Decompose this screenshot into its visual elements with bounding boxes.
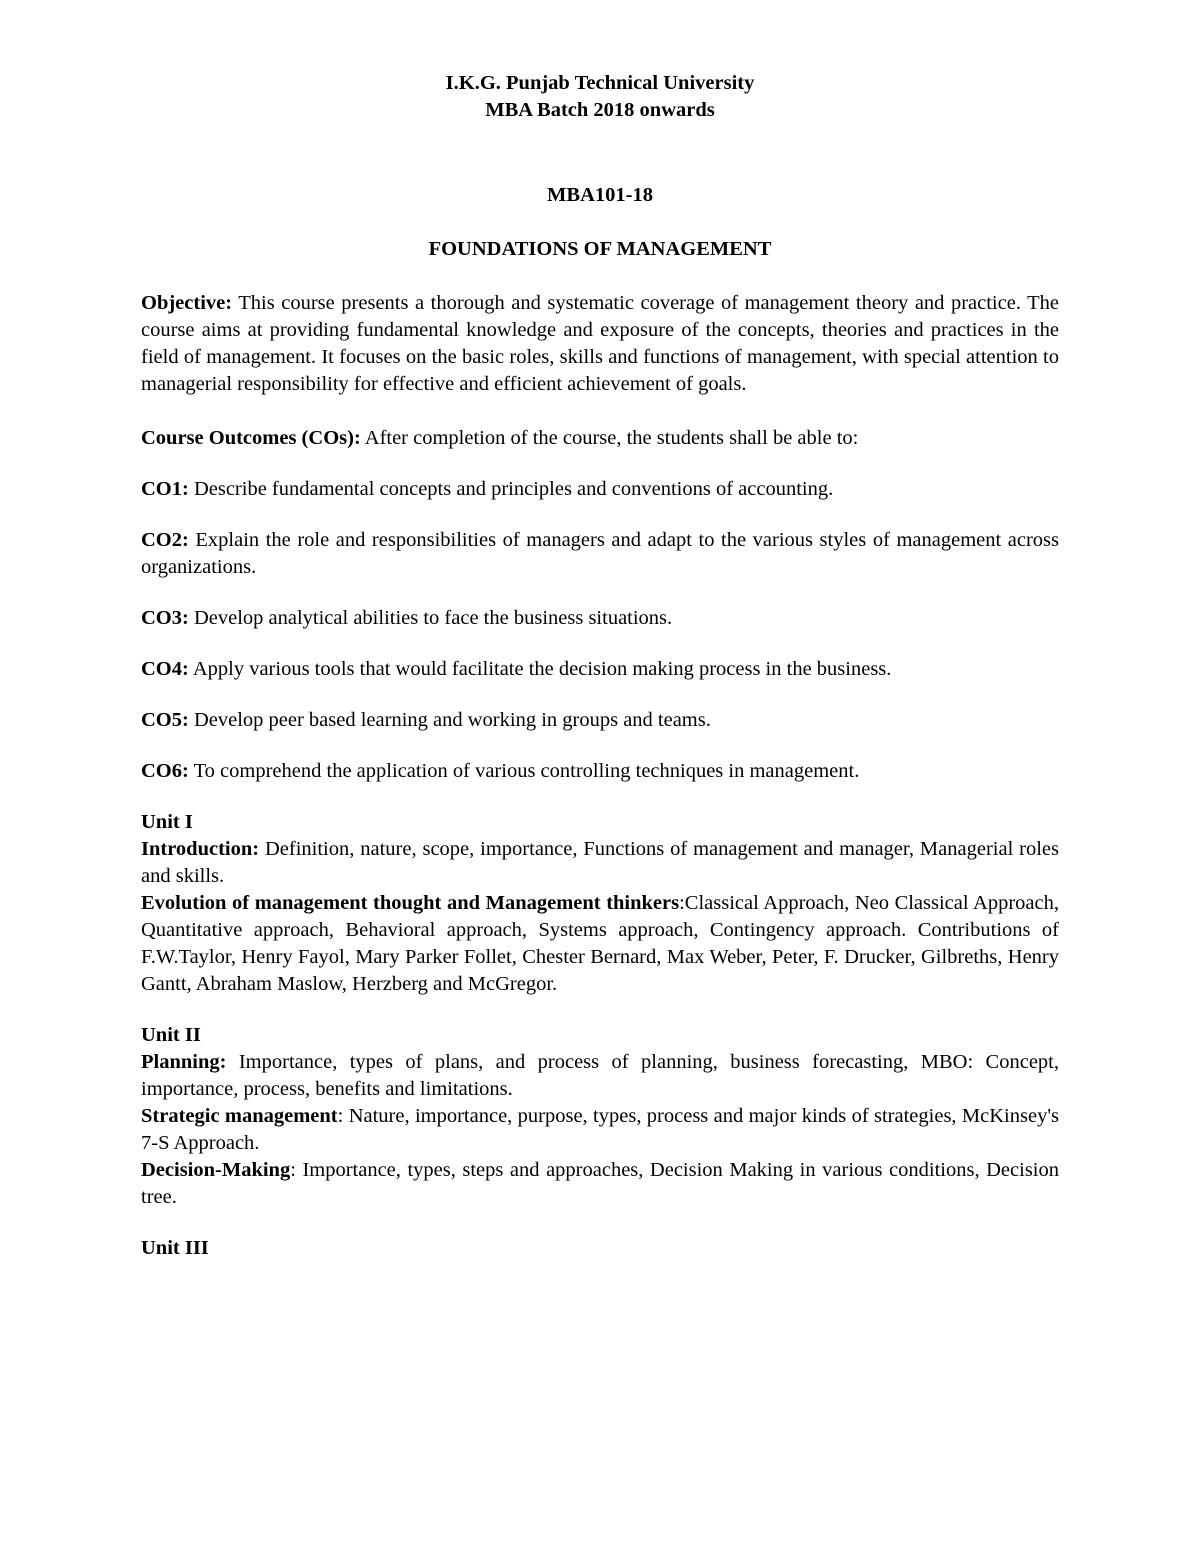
topic-label: Strategic management bbox=[141, 1105, 338, 1127]
course-outcome-4 bbox=[141, 656, 1059, 683]
course-outcome-6 bbox=[141, 758, 1059, 785]
course-code: MBA101-18 bbox=[547, 184, 653, 206]
unit-2-section bbox=[141, 1022, 1059, 1211]
unit-topic bbox=[141, 1157, 1059, 1211]
outcomes-label: Course Outcomes (COs): bbox=[141, 427, 361, 449]
co-text: To comprehend the application of various controlling techniques in management. bbox=[188, 760, 860, 782]
co-text: Apply various tools that would facilitate the decision making process in the business. bbox=[188, 658, 892, 680]
co-label: CO4: bbox=[141, 658, 189, 680]
outcomes-intro-text: After completion of the course, the students shall be able to: bbox=[360, 427, 859, 449]
course-outcome-1 bbox=[141, 476, 1059, 503]
co-label: CO1: bbox=[141, 478, 189, 500]
co-label: CO2: bbox=[141, 529, 189, 551]
co-text: Develop analytical abilities to face the business situations. bbox=[188, 607, 673, 629]
course-outcome-3 bbox=[141, 605, 1059, 632]
topic-label: Evolution of management thought and Management thinkers bbox=[141, 892, 680, 914]
unit-3-section bbox=[141, 1235, 1059, 1262]
document-page bbox=[141, 70, 1059, 1262]
topic-label: Introduction: bbox=[141, 838, 260, 860]
co-text: Describe fundamental concepts and principles and conventions of accounting. bbox=[188, 478, 834, 500]
topic-label: Decision-Making bbox=[141, 1159, 291, 1181]
course-title: FOUNDATIONS OF MANAGEMENT bbox=[428, 238, 772, 260]
unit-1-section bbox=[141, 809, 1059, 998]
unit-title: Unit I bbox=[141, 811, 193, 833]
unit-topic bbox=[141, 890, 1059, 998]
objective-text: This course presents a thorough and systematic coverage of management theory and practice. The course aims at providing fundamental knowledge and exposure of the concepts, theories and practices in the field of management. It focuses on the basic roles, skills and functions of management, with special attention to managerial responsibility for effective and efficient achievement of goals. bbox=[141, 292, 1059, 395]
topic-text: :Classical Approach, Neo Classical Approach, Quantitative approach, Behavioral approach, Systems approach, Contingency approach. Contributions of F.W.Taylor, Henry Fayol, Mary Parker Follet, Chester Bernard, Max Weber, Peter, F. Drucker, Gilbreths, Henry Gantt, Abraham Maslow, Herzberg and McGregor. bbox=[141, 892, 1059, 995]
co-label: CO3: bbox=[141, 607, 189, 629]
topic-label: Planning: bbox=[141, 1051, 227, 1073]
objective-paragraph bbox=[141, 290, 1059, 398]
co-text: Develop peer based learning and working in groups and teams. bbox=[188, 709, 711, 731]
unit-title: Unit III bbox=[141, 1237, 209, 1259]
objective-label: Objective: bbox=[141, 292, 233, 314]
unit-topic bbox=[141, 836, 1059, 890]
unit-topic bbox=[141, 1103, 1059, 1157]
topic-text: : Nature, importance, purpose, types, process and major kinds of strategies, McKinsey's 7-S Approach. bbox=[141, 1105, 1059, 1154]
unit-topic bbox=[141, 1049, 1059, 1103]
topic-text: Definition, nature, scope, importance, Functions of management and manager, Managerial roles and skills. bbox=[141, 838, 1059, 887]
university-name: I.K.G. Punjab Technical University bbox=[445, 72, 755, 94]
co-label: CO5: bbox=[141, 709, 189, 731]
topic-text: Importance, types of plans, and process of planning, business forecasting, MBO: Concept, importance, process, benefits and limitations. bbox=[141, 1051, 1059, 1100]
unit-title: Unit II bbox=[141, 1024, 201, 1046]
outcomes-intro bbox=[141, 425, 1059, 452]
batch-line: MBA Batch 2018 onwards bbox=[485, 99, 715, 121]
topic-text: : Importance, types, steps and approaches, Decision Making in various conditions, Decision tree. bbox=[141, 1159, 1059, 1208]
course-outcome-2 bbox=[141, 527, 1059, 581]
co-text: Explain the role and responsibilities of managers and adapt to the various styles of management across organizations. bbox=[141, 529, 1059, 578]
co-label: CO6: bbox=[141, 760, 189, 782]
course-outcome-5 bbox=[141, 707, 1059, 734]
